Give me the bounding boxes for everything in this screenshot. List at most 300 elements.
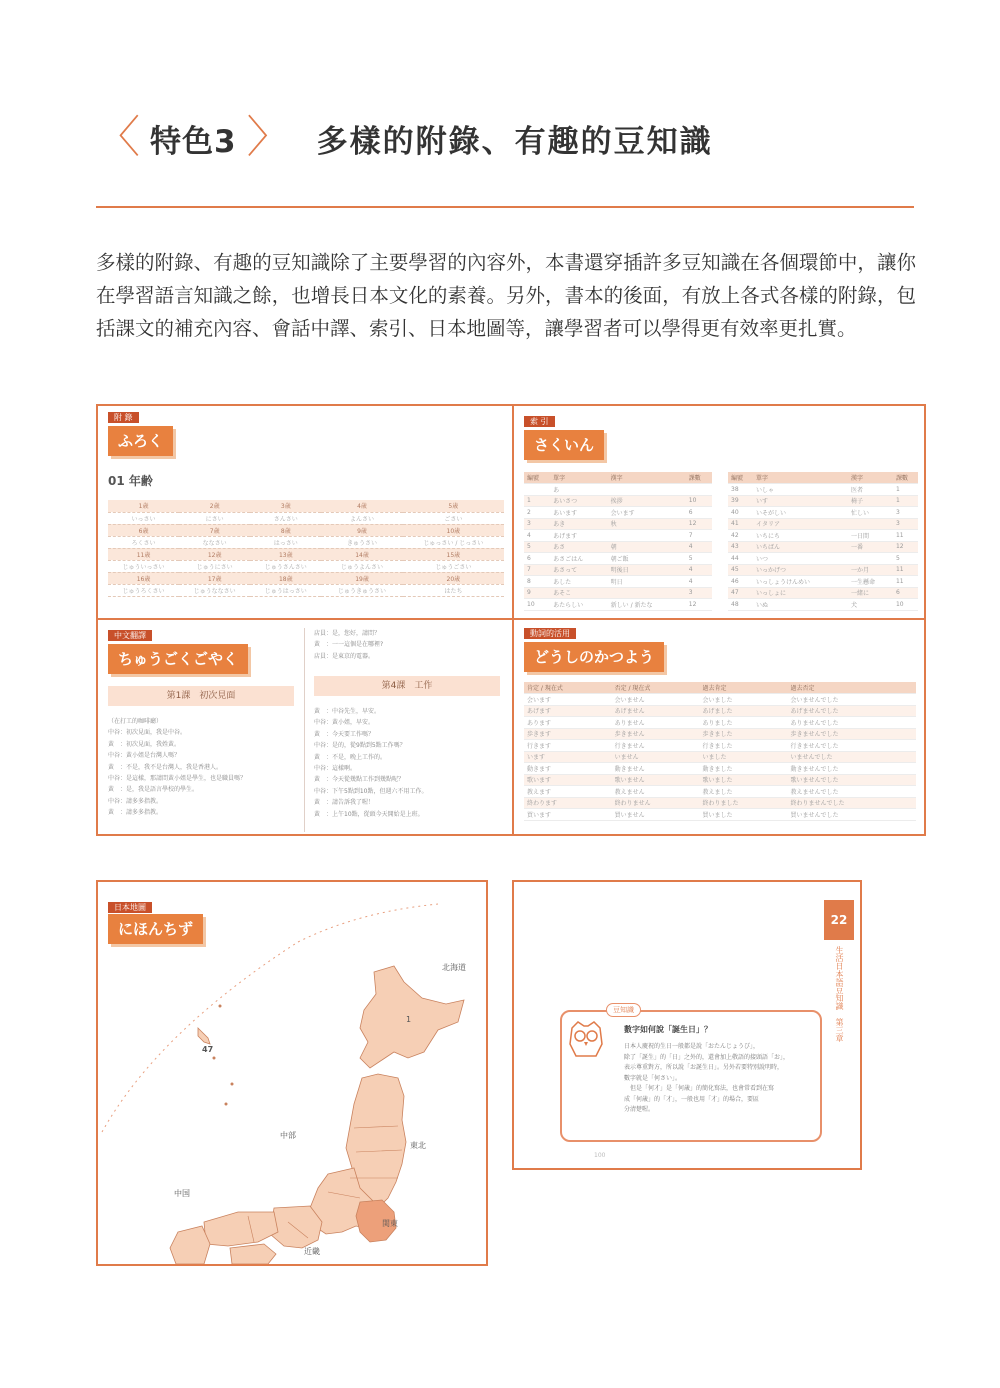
table-cell: [686, 484, 712, 496]
dialog-line: 黃 ：不是，我不是台灣人，我是香港人。: [108, 763, 223, 771]
verb-row: [524, 740, 916, 752]
table-cell: 1: [893, 484, 918, 496]
index-header-row: [524, 472, 712, 484]
table-cell: 動きました: [700, 763, 788, 775]
kinki-region: [270, 1206, 322, 1248]
table-cell: 行きません: [612, 740, 700, 752]
table-cell: 12歳: [179, 548, 250, 560]
tip-line: 成「何歳」的「才」，一般也用「才」的場合，要區: [624, 1095, 760, 1103]
dialog-line: 黃 ：請多多指教。: [108, 809, 163, 817]
table-cell: 單字: [753, 472, 848, 484]
tip-line: 除了「誕生」的「日」之外的，還會加上敬語的接頭語「お」，: [624, 1053, 790, 1061]
table-cell: 否定 / 現在式: [612, 682, 700, 694]
table-cell: いっかげつ: [753, 564, 848, 576]
verb-row: [524, 728, 916, 740]
table-cell: はっさい: [250, 536, 321, 548]
table-cell: 一か月: [848, 564, 893, 576]
mamechishiki-panel: [512, 880, 862, 1170]
index-row: [524, 541, 712, 553]
chizu-badge: にほんちず: [108, 914, 203, 944]
table-cell: じゅうはっさい: [250, 584, 321, 596]
table-cell: 行きませんでした: [787, 740, 916, 752]
table-cell: 動きませんでした: [787, 763, 916, 775]
index-row: [524, 553, 712, 565]
age-row: [108, 572, 504, 584]
owl-mascot-icon: [566, 1018, 606, 1062]
shikoku-region: [230, 1244, 276, 1264]
table-cell: いっしょうけんめい: [753, 576, 848, 588]
table-cell: いっしょに: [753, 587, 848, 599]
table-cell: 漢字: [608, 472, 686, 484]
index-row: [728, 484, 918, 496]
tip-box: [560, 1006, 822, 1142]
verb-row: [524, 751, 916, 763]
island-dot: [213, 1057, 216, 1060]
dialog-line: 店員：是，您好，請問？: [314, 630, 381, 637]
table-cell: 15歳: [403, 548, 504, 560]
table-cell: 会いません: [612, 694, 700, 706]
table-cell: 行きました: [700, 740, 788, 752]
table-cell: じゅうごさい: [403, 560, 504, 572]
table-cell: 歩きます: [524, 728, 612, 740]
dialog-line: 中谷：下午5點到10點，但週六不用工作。: [314, 787, 428, 795]
table-cell: あげます: [550, 530, 608, 542]
table-cell: きゅうさい: [321, 536, 402, 548]
table-cell: 朝ご飯: [608, 553, 686, 565]
table-cell: 46: [728, 576, 753, 588]
index-row: [524, 564, 712, 576]
table-cell: 終わります: [524, 797, 612, 809]
dialog-line: 黃 ：請告訴我了喔！: [314, 799, 375, 807]
map-label-hokkaido: 北海道: [442, 963, 466, 972]
table-cell: いそがしい: [753, 507, 848, 519]
table-cell: 朝: [608, 541, 686, 553]
table-cell: ななさい: [179, 536, 250, 548]
table-cell: 1: [893, 495, 918, 507]
table-cell: 11: [893, 530, 918, 542]
furoku-badge: ふろく: [108, 426, 173, 456]
index-row: [524, 599, 712, 611]
table-cell: [608, 484, 686, 496]
table-cell: 漢字: [848, 472, 893, 484]
table-cell: じゅうきゅうさい: [321, 584, 402, 596]
table-cell: 8歳: [250, 524, 321, 536]
table-cell: 歌いました: [700, 774, 788, 786]
map-number-47: 47: [202, 1045, 214, 1054]
table-cell: あいさつ: [550, 495, 608, 507]
map-label-kinki: 近畿: [304, 1247, 320, 1256]
table-cell: 明日: [608, 576, 686, 588]
table-cell: 4: [686, 564, 712, 576]
island-dot: [219, 1005, 222, 1008]
table-cell: 挨拶: [608, 495, 686, 507]
index-table-right: [728, 472, 918, 611]
table-cell: 3歳: [250, 500, 321, 512]
index-row: [524, 495, 712, 507]
table-cell: じゅっさい / じっさい: [403, 536, 504, 548]
verb-row: [524, 774, 916, 786]
index-header-row: [728, 472, 918, 484]
index-row: [728, 507, 918, 519]
table-cell: 肯定 / 現在式: [524, 682, 612, 694]
table-cell: 40: [728, 507, 753, 519]
verb-row: [524, 705, 916, 717]
table-cell: 1歳: [108, 500, 179, 512]
table-cell: 会います: [608, 507, 686, 519]
table-cell: 4: [686, 541, 712, 553]
age-row: [108, 560, 504, 572]
verb-row: [524, 763, 916, 775]
dialog-line: 中谷：請多多指教。: [108, 797, 163, 805]
table-cell: 明後日: [608, 564, 686, 576]
doushi-badge: どうしのかつよう: [524, 642, 664, 672]
table-cell: [848, 518, 893, 530]
table-cell: 10: [893, 599, 918, 611]
table-cell: 終わりません: [612, 797, 700, 809]
table-cell: いす: [753, 495, 848, 507]
table-cell: 48: [728, 599, 753, 611]
dialog-line: 黃 ：初次見面，我姓黃。: [108, 740, 181, 748]
lesson4-heading: 第4課 工作: [314, 676, 500, 696]
table-cell: ありません: [612, 717, 700, 729]
table-cell: 13歳: [250, 548, 321, 560]
map-guide-arc-2: [298, 904, 438, 942]
chugoku-badge: ちゅうごくごやく: [108, 644, 248, 674]
table-cell: あき: [550, 518, 608, 530]
dialog-line: 黃 ：不是，晚上工作的。: [314, 753, 387, 761]
table-cell: 41: [728, 518, 753, 530]
map-label-kanto: 関東: [382, 1219, 398, 1228]
table-cell: 歩きました: [700, 728, 788, 740]
table-cell: にさい: [179, 512, 250, 524]
feature-label: 特色3: [150, 123, 237, 160]
table-cell: あさ: [550, 541, 608, 553]
table-cell: 4: [686, 576, 712, 588]
table-cell: 5: [524, 541, 550, 553]
dialog-line: 黃 ：今天從幾點工作到幾點呢？: [314, 776, 405, 784]
table-cell: 38: [728, 484, 753, 496]
table-cell: 6: [524, 553, 550, 565]
table-cell: 買いました: [700, 809, 788, 821]
tip-line: 但是「何才」是「何歳」的簡化寫法，也會常看到在寫: [624, 1085, 775, 1092]
bracket-left: 〈: [96, 112, 140, 163]
table-cell: います: [524, 751, 612, 763]
table-cell: 9: [524, 587, 550, 599]
tip-box-tag: 豆知識: [606, 1003, 641, 1017]
table-cell: 医者: [848, 484, 893, 496]
table-cell: じゅうにさい: [179, 560, 250, 572]
index-table-left: [524, 472, 712, 611]
sakuin-tag: 索 引: [524, 416, 555, 427]
table-cell: 買いませんでした: [787, 809, 916, 821]
table-cell: 47: [728, 587, 753, 599]
table-cell: 10: [524, 599, 550, 611]
verb-row: [524, 786, 916, 798]
table-cell: 42: [728, 530, 753, 542]
island-dot: [231, 1083, 234, 1086]
age-table: [108, 500, 504, 597]
table-cell: じゅういっさい: [108, 560, 179, 572]
table-cell: 2歳: [179, 500, 250, 512]
table-cell: 2: [524, 507, 550, 519]
index-row: [728, 495, 918, 507]
table-cell: あ: [550, 484, 608, 496]
table-cell: 44: [728, 553, 753, 565]
page-footer-number: 100: [594, 1152, 606, 1159]
table-cell: 新しい / 新たな: [608, 599, 686, 611]
age-row: [108, 500, 504, 512]
table-cell: 買います: [524, 809, 612, 821]
table-cell: 5歳: [403, 500, 504, 512]
table-cell: 一生懸命: [848, 576, 893, 588]
table-cell: 一日間: [848, 530, 893, 542]
table-cell: いしゃ: [753, 484, 848, 496]
doushi-tag: 動詞的活用: [524, 628, 576, 639]
table-cell: ありました: [700, 717, 788, 729]
index-row: [728, 518, 918, 530]
index-row: [728, 553, 918, 565]
table-cell: 6: [893, 587, 918, 599]
dialog-line: 黃 ：是，我是語言學校的學生。: [108, 786, 199, 794]
verb-row: [524, 694, 916, 706]
verb-row: [524, 717, 916, 729]
chugoku-region: [204, 1212, 278, 1246]
table-cell: 過去否定: [787, 682, 916, 694]
map-number-1: 1: [406, 1015, 412, 1024]
table-cell: 5: [893, 553, 918, 565]
table-cell: [608, 587, 686, 599]
heading-divider: [96, 206, 914, 208]
map-label-chugoku: 中国: [174, 1189, 190, 1198]
table-cell: いつ: [753, 553, 848, 565]
lesson-continued: [314, 628, 383, 662]
table-cell: 11歳: [108, 548, 179, 560]
age-row: [108, 536, 504, 548]
tip-line: 日本人慶祝的生日一般都是說「おたんじょうび」，: [624, 1043, 760, 1050]
feature-title: 多樣的附錄、有趣的豆知識: [316, 123, 713, 160]
index-row: [524, 530, 712, 542]
table-cell: 12: [893, 541, 918, 553]
table-cell: 12: [686, 599, 712, 611]
verb-row: [524, 809, 916, 821]
age-row: [108, 512, 504, 524]
map-label-tohoku: 東北: [410, 1141, 426, 1150]
table-cell: 3: [686, 587, 712, 599]
index-row: [728, 564, 918, 576]
page-number: 22: [824, 900, 854, 940]
table-cell: 買いません: [612, 809, 700, 821]
tip-line: 數字就是「何さい」。: [624, 1074, 682, 1082]
table-cell: 歌います: [524, 774, 612, 786]
table-cell: あります: [524, 717, 612, 729]
furoku-tag: 附 錄: [108, 412, 139, 423]
verb-table: [524, 682, 916, 821]
table-cell: ありませんでした: [787, 717, 916, 729]
table-cell: 歩きませんでした: [787, 728, 916, 740]
table-cell: 1: [524, 495, 550, 507]
table-cell: 一緒に: [848, 587, 893, 599]
age-row: [108, 548, 504, 560]
tip-line: 表示尊重對方，所以說「お誕生日」。另外若要特別說明時，: [624, 1064, 784, 1071]
table-cell: 終わりました: [700, 797, 788, 809]
table-cell: 教えません: [612, 786, 700, 798]
table-cell: 編號: [728, 472, 753, 484]
table-cell: 8: [524, 576, 550, 588]
age-row: [108, 524, 504, 536]
table-cell: 12: [686, 518, 712, 530]
verb-row: [524, 797, 916, 809]
chizu-panel: [96, 880, 488, 1266]
table-cell: 4歳: [321, 500, 402, 512]
index-row: [728, 599, 918, 611]
furoku-panel: [96, 404, 514, 620]
table-cell: 17歳: [179, 572, 250, 584]
dialog-line: 中谷：這樣啊。: [314, 765, 357, 773]
index-row: [524, 507, 712, 519]
table-cell: さんさい: [250, 512, 321, 524]
table-cell: 3: [524, 518, 550, 530]
table-cell: [848, 553, 893, 565]
dialog-line: 中谷：是的，從9點到5點工作嗎？: [314, 742, 406, 750]
tip-body: [624, 1042, 814, 1116]
index-row: [728, 576, 918, 588]
table-cell: 3: [893, 507, 918, 519]
dialog-line: （在打工的咖啡廳）: [108, 718, 163, 725]
island-dot: [225, 1103, 228, 1106]
table-cell: 終わりませんでした: [787, 797, 916, 809]
table-cell: 9歳: [321, 524, 402, 536]
feature-heading: [96, 112, 713, 164]
dialog-line: 黃 ：中谷先生，早安。: [314, 708, 381, 715]
table-cell: いちにち: [753, 530, 848, 542]
table-cell: 行きます: [524, 740, 612, 752]
chapter-side-text: 生活日本語豆知識 第三章: [835, 946, 844, 1042]
table-cell: じゅうななさい: [179, 584, 250, 596]
dialog-line: 中谷：黃小姐是台灣人嗎？: [108, 752, 181, 760]
table-cell: 45: [728, 564, 753, 576]
table-cell: 教えませんでした: [787, 786, 916, 798]
table-cell: [608, 530, 686, 542]
table-cell: 14歳: [321, 548, 402, 560]
table-cell: 6: [686, 507, 712, 519]
index-row: [728, 530, 918, 542]
table-cell: イタリア: [753, 518, 848, 530]
table-cell: いちばん: [753, 541, 848, 553]
table-cell: 單字: [550, 472, 608, 484]
table-cell: 歩きません: [612, 728, 700, 740]
chugoku-panel: [96, 618, 514, 836]
index-row: [524, 518, 712, 530]
table-cell: いました: [700, 751, 788, 763]
table-cell: あした: [550, 576, 608, 588]
chugoku-tag: 中文翻譯: [108, 630, 152, 641]
table-cell: 課數: [893, 472, 918, 484]
table-cell: あげます: [524, 705, 612, 717]
table-cell: 10歳: [403, 524, 504, 536]
table-cell: 椅子: [848, 495, 893, 507]
table-cell: 18歳: [250, 572, 321, 584]
dialog-line: 黃 ：一一這個是在哪裡?: [314, 641, 384, 649]
index-row: [728, 587, 918, 599]
table-cell: 16歳: [108, 572, 179, 584]
table-cell: 5: [686, 553, 712, 565]
table-cell: 歌いませんでした: [787, 774, 916, 786]
japan-map: [98, 882, 486, 1264]
table-cell: 会いました: [700, 694, 788, 706]
index-row: [524, 484, 712, 496]
tip-line: 分清楚喔。: [624, 1106, 655, 1113]
index-row: [524, 587, 712, 599]
sakuin-badge: さくいん: [524, 430, 604, 460]
dialog-line: 黃 ：上午10點，從頭今天開始是上班。: [314, 810, 424, 818]
table-cell: 20歳: [403, 572, 504, 584]
table-cell: 教えました: [700, 786, 788, 798]
table-cell: 4: [524, 530, 550, 542]
table-cell: いませんでした: [787, 751, 916, 763]
dialog-line: 店員：是東京的電器。: [314, 652, 375, 660]
table-cell: 秋: [608, 518, 686, 530]
table-cell: 課數: [686, 472, 712, 484]
lesson4-dialog: [314, 706, 427, 820]
table-cell: 7: [524, 564, 550, 576]
index-row: [524, 576, 712, 588]
furoku-section-title: 01 年齢: [108, 474, 153, 488]
dialog-line: 中谷：是這樣，那請問黃小姐是學生，也是職員嗎？: [108, 775, 247, 783]
table-cell: 19歳: [321, 572, 402, 584]
intro-paragraph: 多樣的附錄、有趣的豆知識除了主要學習的內容外，本書還穿插許多豆知識在各個環節中，讓你在學習語言知識之餘，也增長日本文化的素養。另外，書本的後面，有放上各式各樣的附錄，包括課文的補充內容、會話中譯、索引、日本地圖等，讓學習者可以學得更有效率更扎實。: [96, 251, 916, 340]
column-divider: [304, 628, 305, 832]
table-cell: じゅうさんさい: [250, 560, 321, 572]
doushi-panel: [512, 618, 926, 836]
okinawa-islands: [198, 1028, 210, 1044]
table-cell: 忙しい: [848, 507, 893, 519]
chizu-tag: 日本地圖: [108, 902, 152, 913]
table-cell: 43: [728, 541, 753, 553]
table-cell: 3: [893, 518, 918, 530]
table-cell: あそこ: [550, 587, 608, 599]
table-cell: あさって: [550, 564, 608, 576]
sakuin-panel: [512, 404, 926, 620]
table-cell: いぬ: [753, 599, 848, 611]
table-cell: 会います: [524, 694, 612, 706]
table-cell: 6歳: [108, 524, 179, 536]
table-cell: 11: [893, 576, 918, 588]
kyushu-region: [170, 1226, 210, 1264]
table-cell: 動きます: [524, 763, 612, 775]
table-cell: 教えます: [524, 786, 612, 798]
table-cell: あたらしい: [550, 599, 608, 611]
dialog-line: 中谷：黃小姐，早安。: [314, 719, 375, 727]
table-cell: じゅうよんさい: [321, 560, 402, 572]
table-cell: はたち: [403, 584, 504, 596]
table-cell: 犬: [848, 599, 893, 611]
map-label-chubu: 中部: [280, 1131, 296, 1140]
table-cell: 歌いません: [612, 774, 700, 786]
table-cell: 会いませんでした: [787, 694, 916, 706]
tip-title: 數字如何說「誕生日」？: [624, 1025, 712, 1034]
index-row: [728, 541, 918, 553]
table-cell: 編號: [524, 472, 550, 484]
table-cell: 39: [728, 495, 753, 507]
table-cell: あげました: [700, 705, 788, 717]
table-cell: 7: [686, 530, 712, 542]
age-row: [108, 584, 504, 596]
table-cell: [524, 484, 550, 496]
table-cell: ごさい: [403, 512, 504, 524]
table-cell: じゅうろくさい: [108, 584, 179, 596]
table-cell: 11: [893, 564, 918, 576]
table-cell: よんさい: [321, 512, 402, 524]
